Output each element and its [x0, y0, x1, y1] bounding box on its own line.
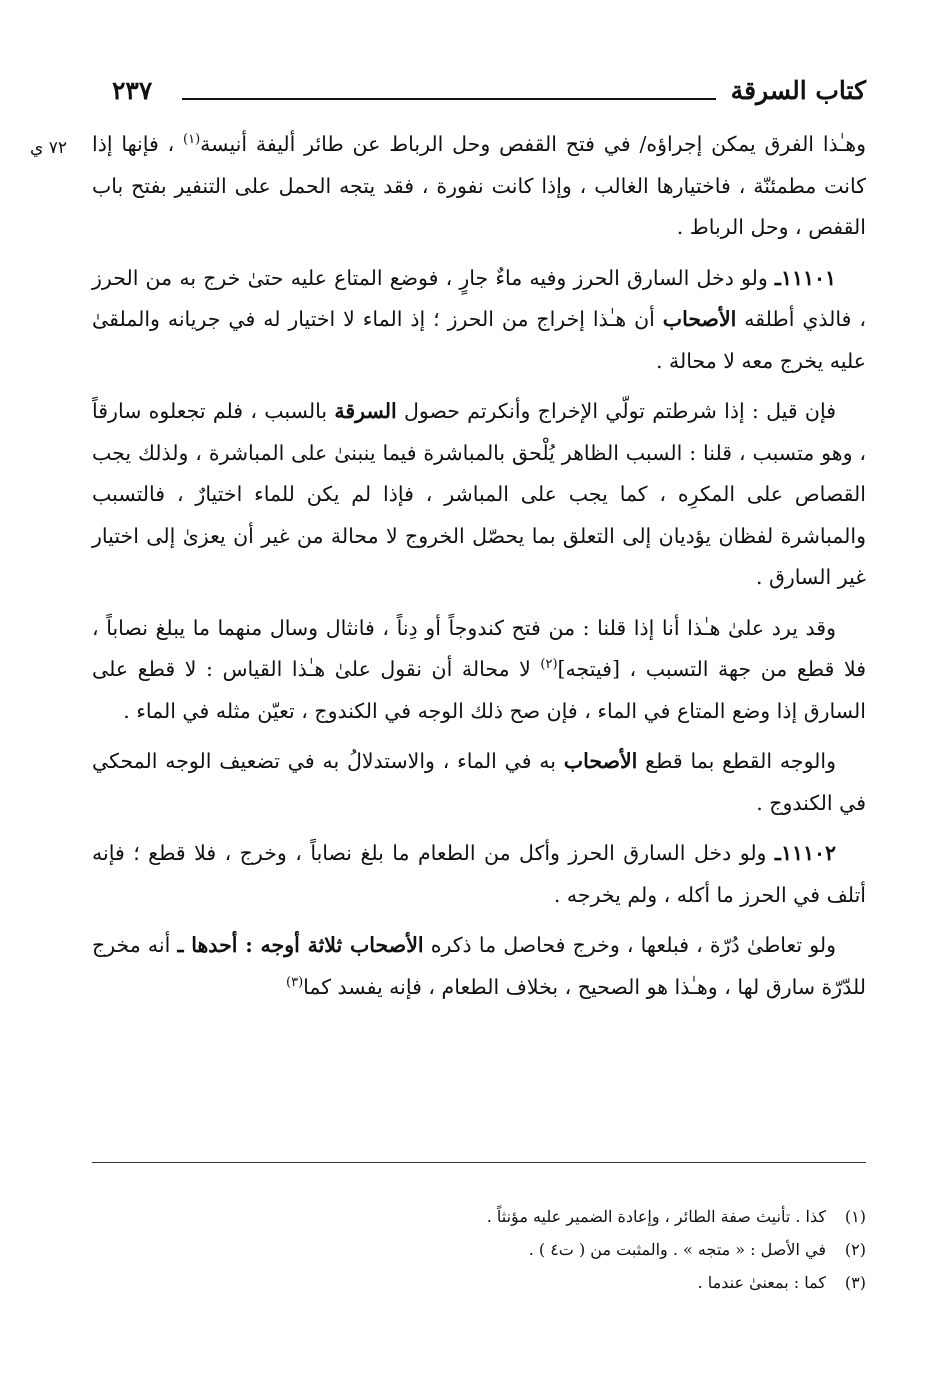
- page-number: ٢٣٧: [112, 76, 153, 105]
- paragraph-text: أنه مخرج للدّرّة سارق لها ، وهـٰذا هو الصحيح ، بخلاف الطعام ، فإنه يفسد كما: [92, 933, 866, 999]
- footnote-ref: (٣): [286, 974, 304, 990]
- paragraph-text: ولو تعاطىٰ دُرّة ، فبلعها ، وخرج فحاصل ما ذكره: [423, 933, 836, 957]
- paragraph-text: به في الماء ، والاستدلالُ به في تضعيف الوجه المحكي في الكندوج .: [92, 749, 866, 815]
- paragraph-text: ولو دخل السارق الحرز وأكل من الطعام ما بلغ نصاباً ، وخرج ، فلا قطع ؛ فإنه أتلف في الحرز ما أكله ، ولم يخرجه .: [92, 841, 866, 907]
- paragraph-text: أن هـٰذا إخراج من الحرز ؛ إذ الماء لا اختيار له في جريانه والملقىٰ عليه يخرج معه لا محالة .: [92, 307, 866, 373]
- bold-term: السرقة: [334, 399, 397, 423]
- issue-number: ١١١٠١ـ: [774, 265, 836, 290]
- bold-term: الأصحاب ثلاثة أوجه : أحدها ـ: [177, 933, 424, 957]
- paragraph-6: [92, 833, 866, 916]
- chapter-title: كتاب السرقة: [730, 76, 866, 105]
- footnote-text: كما : بمعنىٰ عندما .: [697, 1273, 826, 1292]
- footnote: [300, 1233, 866, 1266]
- footnote-number: (١): [844, 1207, 866, 1226]
- paragraph-text: والوجه القطع بما قطع: [637, 749, 837, 773]
- footnote-number: (٢): [844, 1240, 866, 1259]
- paragraph-text: وهـٰذا الفرق يمكن إجراؤه/ في فتح القفص وحل الرباط عن طائر أليفة أنيسة: [200, 132, 866, 156]
- paragraph-text: فإن قيل : إذا شرطتم تولّي الإخراج وأنكرتم حصول: [396, 399, 836, 423]
- running-header: [112, 76, 866, 116]
- paragraph-text: ولو دخل السارق الحرز وفيه ماءٌ جارٍ ، فوضع المتاع عليه حتىٰ خرج به من الحرز ، فالذي أطلقه: [92, 265, 866, 331]
- footnote-text: في الأصل : « متجه » . والمثبت من ( ت٤ ) .: [528, 1240, 826, 1259]
- footnotes: [300, 1200, 866, 1299]
- footnote-number: (٣): [844, 1273, 866, 1292]
- text-separator-rule: [92, 1162, 866, 1163]
- issue-number: ١١١٠٢ـ: [774, 841, 836, 865]
- footnote-ref: (١): [183, 132, 201, 148]
- paragraph-5: [92, 741, 866, 824]
- footnote-ref: (٢): [540, 657, 558, 673]
- paragraph-text: وقد يرد علىٰ هـٰذا أنا إذا قلنا : من فتح كندوجاً أو دِناً ، فانثال وسال منهما ما يبلغ نصاباً ، فلا قطع من جهة التسبب ، [فيتجه]: [92, 615, 866, 681]
- paragraph-text: بالسبب ، فلم تجعلوه سارقاً ، وهو متسبب ، قلنا : السبب الظاهر يُلْحق بالمباشرة فيما ينبنىٰ على المباشرة ، ولذلك يجب القصاص على المكرِه ، كما يجب على المباشر ، فإذا لم يكن للماء اختيارٌ ، فالتسبب والمباشرة لفظان يؤديان إلى التعلق بما يحصّل الخروج لا محالة من غير أن يعزىٰ إلى اختيار غير السارق .: [92, 399, 866, 589]
- paragraph-3: [92, 391, 866, 599]
- paragraph-4: [92, 608, 866, 733]
- footnote: [300, 1200, 866, 1233]
- margin-note: ٧٢ ي: [30, 138, 67, 158]
- main-text: [92, 124, 866, 1017]
- footnote-text: كذا . تأنيث صفة الطائر ، وإعادة الضمير عليه مؤنثاً .: [486, 1207, 826, 1226]
- paragraph-1: [92, 124, 866, 249]
- paragraph-text: ، فإنها إذا كانت مطمئنّة ، فاختيارها الغالب ، وإذا كانت نفورة ، فقد يتجه الحمل على التنفير بفتح باب القفص ، وحل الرباط .: [92, 132, 866, 239]
- header-rule: [182, 98, 716, 100]
- footnote: [300, 1266, 866, 1299]
- bold-term: الأصحاب: [563, 749, 638, 773]
- paragraph-text: لا محالة أن نقول علىٰ هـٰذا القياس : لا قطع على السارق إذا وضع المتاع في الماء ، فإن صح ذلك الوجه في الكندوج ، تعيّن مثله في الماء .: [92, 657, 866, 723]
- paragraph-2: [92, 258, 866, 383]
- bold-term: الأصحاب: [662, 307, 737, 331]
- paragraph-7: [92, 925, 866, 1008]
